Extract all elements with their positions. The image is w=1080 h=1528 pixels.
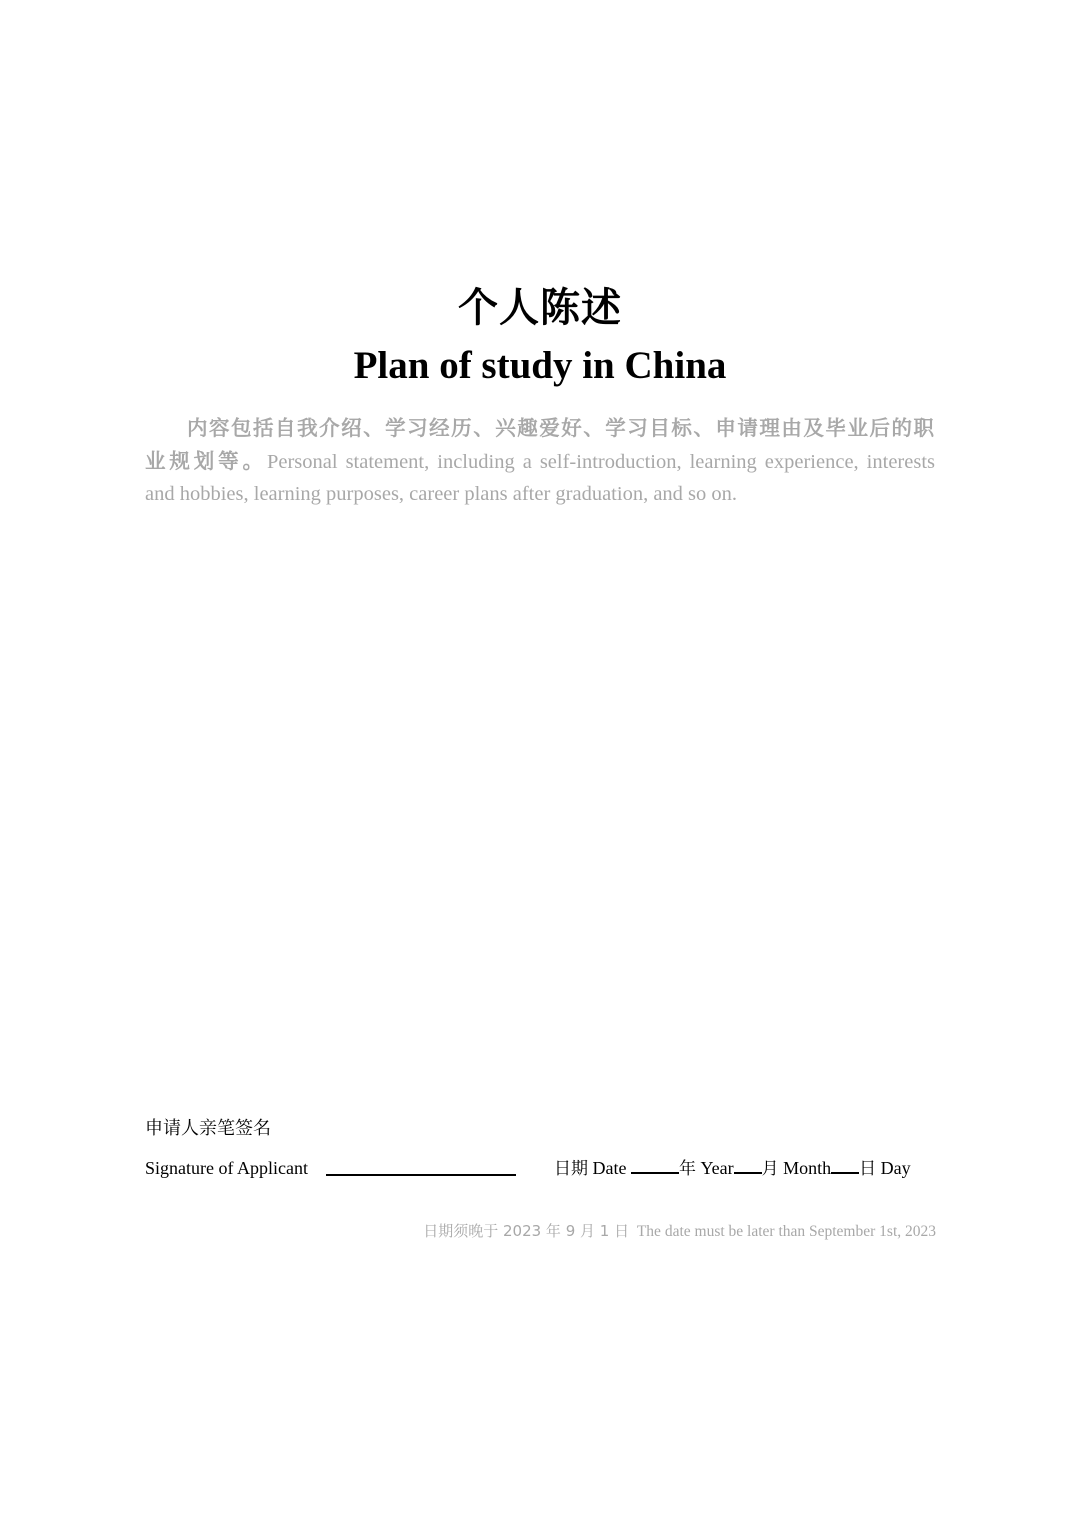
month-label-english: Month	[783, 1158, 832, 1178]
date-label-english: Date	[592, 1158, 627, 1178]
signature-field[interactable]	[326, 1174, 516, 1176]
year-field[interactable]	[631, 1154, 679, 1174]
year-label-chinese: 年	[678, 1159, 696, 1179]
day-label-english: Day	[880, 1158, 911, 1178]
date-note-chinese: 日期须晚于 2023 年 9 月 1 日	[423, 1222, 630, 1240]
title-chinese: 个人陈述	[458, 284, 622, 331]
title-english: Plan of study in China	[353, 344, 727, 387]
signature-row	[145, 1154, 935, 1182]
month-field[interactable]	[734, 1154, 762, 1174]
day-field[interactable]	[831, 1154, 859, 1174]
instructions-english: Personal statement, including a self-introduction, learning experience, interests and hobbies, learning purposes, career plans after graduation, and so on.	[145, 451, 936, 505]
instructions-paragraph	[145, 412, 935, 510]
date-group	[554, 1154, 911, 1183]
year-label-english: Year	[700, 1158, 734, 1178]
instructions-chinese: 内容包括自我介绍、学习经历、兴趣爱好、学习目标、申请理由及毕业后的职业规划等。	[145, 416, 935, 473]
signature-label-english: Signature of Applicant	[145, 1158, 308, 1178]
month-label-chinese: 月	[761, 1159, 779, 1179]
date-note-english: The date must be later than September 1st, 2023	[636, 1223, 936, 1240]
date-label-chinese: 日期	[554, 1159, 588, 1179]
day-label-chinese: 日	[859, 1159, 877, 1179]
signature-label-chinese: 申请人亲笔签名	[145, 1118, 271, 1139]
date-note	[145, 1220, 936, 1243]
